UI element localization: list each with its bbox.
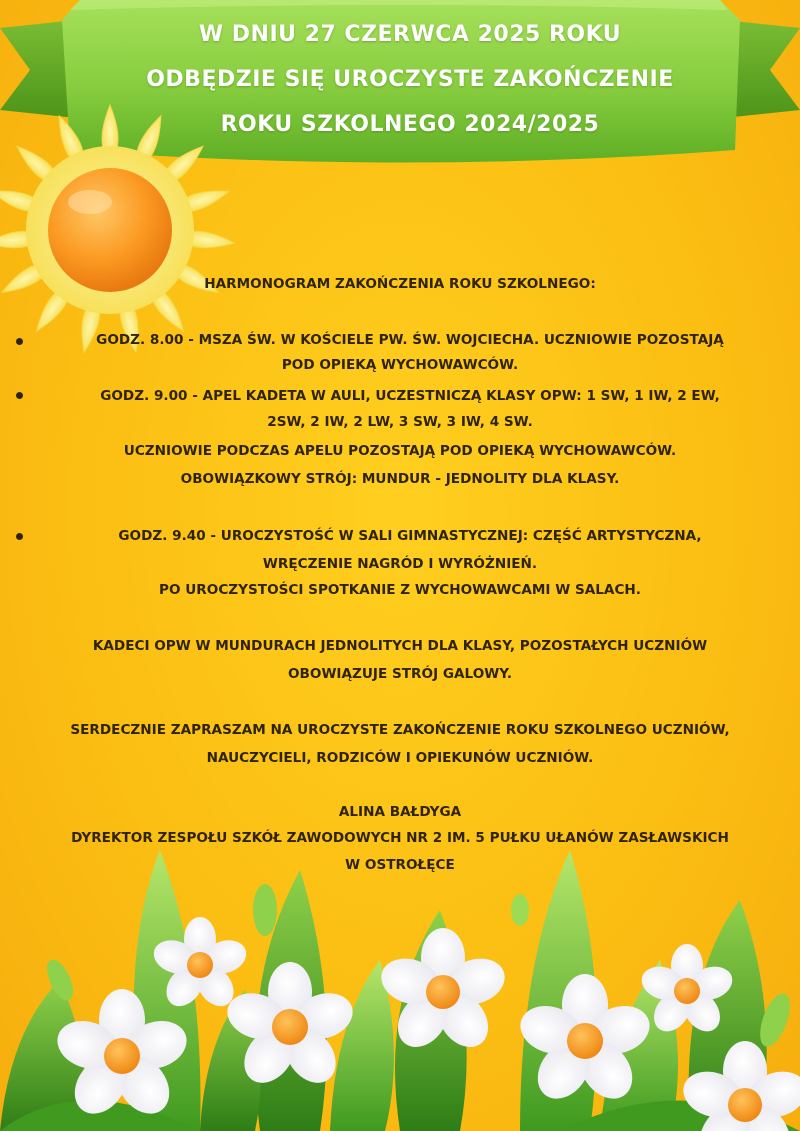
signature-title: DYREKTOR ZESPOŁU SZKÓŁ ZAWODOWYCH NR 2 IM. 5 PUŁKU UŁANÓW ZASŁAWSKICH bbox=[71, 830, 729, 846]
header-line-2: ODBĘDZIE SIĘ UROCZYSTE ZAKOŃCZENIE bbox=[146, 67, 674, 92]
signature-city: W OSTROŁĘCE bbox=[345, 857, 455, 873]
schedule-item-3-line-1: GODZ. 9.40 - UROCZYSTOŚĆ W SALI GIMNASTYCZNEJ: CZĘŚĆ ARTYSTYCZNA, bbox=[118, 528, 702, 544]
header-line-3: ROKU SZKOLNEGO 2024/2025 bbox=[220, 112, 600, 137]
flower-meadow bbox=[0, 830, 800, 1131]
schedule-title: HARMONOGRAM ZAKOŃCZENIA ROKU SZKOLNEGO: bbox=[204, 276, 596, 292]
schedule-item-1-line-2: POD OPIEKĄ WYCHOWAWCÓW. bbox=[281, 357, 519, 373]
signature-name: ALINA BAŁDYGA bbox=[338, 804, 462, 820]
header-line-1: W DNIU 27 CZERWCA 2025 ROKU bbox=[198, 22, 622, 47]
schedule-item-2-line-2: 2SW, 2 IW, 2 LW, 3 SW, 3 IW, 4 SW. bbox=[267, 414, 533, 430]
sun-illustration bbox=[0, 100, 250, 360]
invitation-line-2: NAUCZYCIELI, RODZICÓW I OPIEKUNÓW UCZNIÓW. bbox=[206, 750, 594, 766]
dress-code-line-1: KADECI OPW W MUNDURACH JEDNOLITYCH DLA KLASY, POZOSTAŁYCH UCZNIÓW bbox=[92, 638, 708, 654]
schedule-item-3-line-2: WRĘCZENIE NAGRÓD I WYRÓŻNIEŃ. bbox=[262, 556, 538, 572]
schedule-item-1-line-1: GODZ. 8.00 - MSZA ŚW. W KOŚCIELE PW. ŚW. WOJCIECHA. UCZNIOWIE POZOSTAJĄ bbox=[96, 332, 724, 348]
dress-code-line-2: OBOWIĄZUJE STRÓJ GALOWY. bbox=[287, 666, 513, 682]
schedule-item-3-line-3: PO UROCZYSTOŚCI SPOTKANIE Z WYCHOWAWCAMI W SALACH. bbox=[159, 582, 641, 598]
invitation-line-1: SERDECZNIE ZAPRASZAM NA UROCZYSTE ZAKOŃCZENIE ROKU SZKOLNEGO UCZNIÓW, bbox=[70, 722, 730, 738]
schedule-item-2-line-1: GODZ. 9.00 - APEL KADETA W AULI, UCZESTNICZĄ KLASY OPW: 1 SW, 1 IW, 2 EW, bbox=[100, 388, 720, 404]
schedule-item-2-line-3: UCZNIOWIE PODCZAS APELU POZOSTAJĄ POD OPIEKĄ WYCHOWAWCÓW. bbox=[123, 443, 677, 459]
schedule-item-2-line-4: OBOWIĄZKOWY STRÓJ: MUNDUR - JEDNOLITY DLA KLASY. bbox=[180, 471, 620, 487]
